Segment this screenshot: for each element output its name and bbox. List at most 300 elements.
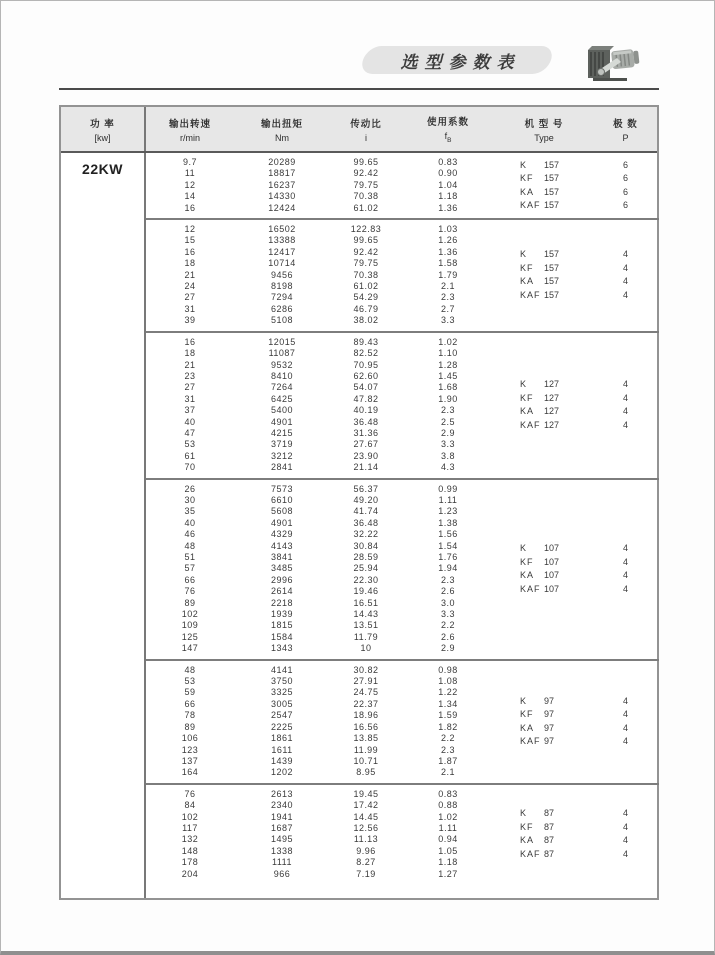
table-row bbox=[146, 203, 494, 214]
type-spacer bbox=[494, 722, 520, 736]
type-group bbox=[494, 337, 659, 474]
ratio-cell: 122.83 bbox=[350, 224, 382, 235]
torque-cell: 1941 bbox=[270, 811, 294, 822]
table-row bbox=[146, 598, 494, 609]
type-spacer bbox=[494, 199, 520, 213]
service-factor-cell: 1.36 bbox=[438, 246, 458, 257]
type-group bbox=[494, 484, 659, 655]
ratio-cell: 21.14 bbox=[353, 462, 379, 473]
ratio-cell: 92.42 bbox=[353, 246, 379, 257]
type-row bbox=[494, 419, 659, 433]
type-size: 87 bbox=[544, 808, 555, 819]
column-header-torque-zh: 输出扭矩 bbox=[260, 118, 303, 130]
torque-cell: 2218 bbox=[270, 597, 294, 608]
poles-value: 6 bbox=[622, 186, 628, 197]
table-row bbox=[146, 506, 494, 517]
ratio-cell: 28.59 bbox=[353, 552, 379, 562]
torque-cell: 2613 bbox=[270, 788, 294, 799]
type-prefix: KAF bbox=[520, 200, 541, 211]
ratio-cell: 19.45 bbox=[353, 788, 379, 799]
service-factor-cell: 3.0 bbox=[440, 597, 455, 608]
table-row bbox=[146, 529, 494, 540]
service-factor-cell: 1.10 bbox=[438, 348, 458, 359]
type-spacer bbox=[494, 695, 520, 709]
column-header-poles-zh: 极 数 bbox=[613, 118, 638, 130]
table-header-row bbox=[61, 107, 657, 153]
ratio-cell: 70.38 bbox=[353, 191, 379, 202]
ratio-cell: 49.20 bbox=[353, 494, 379, 505]
speed-cell: 66 bbox=[184, 698, 196, 709]
table-row bbox=[146, 857, 494, 868]
ratio-cell: 61.02 bbox=[353, 281, 379, 292]
service-factor-cell: 1.45 bbox=[438, 370, 458, 381]
blocks bbox=[146, 153, 659, 898]
ratio-rows bbox=[146, 337, 494, 474]
type-spacer bbox=[494, 289, 520, 303]
type-prefix: K bbox=[520, 808, 528, 819]
ratio-cell: 79.75 bbox=[353, 258, 379, 269]
service-factor-cell: 1.90 bbox=[438, 393, 458, 404]
poles-value: 4 bbox=[622, 821, 628, 832]
type-spacer bbox=[494, 159, 520, 173]
ratio-rows bbox=[146, 157, 494, 214]
torque-cell: 1584 bbox=[270, 631, 294, 642]
poles-value: 4 bbox=[622, 570, 628, 581]
type-name bbox=[520, 159, 594, 173]
table-row bbox=[146, 710, 494, 721]
type-prefix: KF bbox=[520, 392, 534, 403]
speed-cell: 147 bbox=[181, 643, 199, 654]
torque-cell: 1815 bbox=[270, 620, 294, 631]
speed-cell: 53 bbox=[184, 676, 196, 687]
table-row bbox=[146, 733, 494, 744]
service-factor-cell: 1.18 bbox=[438, 191, 458, 202]
speed-cell: 102 bbox=[181, 609, 199, 620]
torque-cell: 5400 bbox=[270, 405, 294, 416]
service-factor-cell: 2.9 bbox=[440, 427, 455, 438]
type-prefix: K bbox=[520, 695, 528, 706]
type-spacer bbox=[494, 542, 520, 556]
type-spacer bbox=[494, 172, 520, 186]
service-factor-cell: 1.05 bbox=[438, 845, 458, 856]
type-name bbox=[520, 419, 594, 433]
ratio-cell: 41.74 bbox=[353, 506, 379, 517]
column-header-power-unit: [kw] bbox=[94, 132, 111, 143]
ratio-cell: 27.91 bbox=[353, 676, 379, 687]
type-size: 157 bbox=[544, 262, 560, 273]
type-spacer bbox=[494, 248, 520, 262]
table-row bbox=[146, 451, 494, 462]
type-name bbox=[520, 821, 594, 835]
table-row bbox=[146, 292, 494, 303]
torque-cell: 7294 bbox=[270, 292, 294, 303]
gearmotor-image bbox=[585, 38, 643, 84]
table-body bbox=[61, 153, 657, 898]
type-name bbox=[520, 172, 594, 186]
torque-cell: 11087 bbox=[268, 348, 296, 359]
torque-cell: 7573 bbox=[270, 483, 294, 494]
service-factor-cell: 1.56 bbox=[438, 529, 458, 540]
torque-cell: 3212 bbox=[270, 450, 294, 461]
table-row bbox=[146, 405, 494, 416]
ratio-cell: 23.90 bbox=[353, 450, 379, 461]
torque-cell: 12417 bbox=[268, 246, 296, 257]
type-size: 97 bbox=[544, 722, 555, 733]
service-factor-cell: 1.11 bbox=[438, 494, 458, 505]
table-row bbox=[146, 722, 494, 733]
torque-cell: 2340 bbox=[270, 800, 294, 811]
speed-cell: 21 bbox=[184, 359, 196, 370]
ratio-cell: 22.30 bbox=[353, 574, 379, 585]
service-factor-cell: 2.1 bbox=[440, 767, 455, 778]
ratio-cell: 25.94 bbox=[353, 563, 379, 574]
type-spacer bbox=[494, 186, 520, 200]
service-factor-cell: 0.88 bbox=[438, 800, 458, 811]
torque-cell: 966 bbox=[273, 868, 291, 879]
table-row bbox=[146, 382, 494, 393]
type-prefix: K bbox=[520, 543, 528, 554]
ratio-cell: 31.36 bbox=[353, 427, 379, 438]
table-row bbox=[146, 348, 494, 359]
torque-cell: 1338 bbox=[270, 845, 294, 856]
service-factor-cell: 1.23 bbox=[438, 506, 458, 517]
column-header-type-zh: 机 型 号 bbox=[524, 118, 564, 130]
type-prefix: KAF bbox=[520, 289, 541, 300]
type-size: 87 bbox=[544, 848, 555, 859]
service-factor-cell: 0.98 bbox=[438, 664, 458, 675]
type-spacer bbox=[494, 556, 520, 570]
type-size: 127 bbox=[544, 419, 560, 430]
table-row bbox=[146, 812, 494, 823]
service-factor-cell: 2.1 bbox=[440, 281, 455, 292]
type-row bbox=[494, 834, 659, 848]
torque-cell: 4901 bbox=[270, 517, 294, 528]
service-factor-cell: 1.22 bbox=[438, 687, 458, 698]
speed-cell: 37 bbox=[184, 405, 196, 416]
service-factor-cell: 0.99 bbox=[438, 483, 458, 494]
poles-value: 4 bbox=[622, 249, 628, 260]
torque-cell: 8198 bbox=[270, 281, 294, 292]
service-factor-cell: 1.36 bbox=[438, 202, 458, 213]
service-factor-cell: 1.04 bbox=[438, 179, 458, 190]
service-factor-cell: 2.5 bbox=[440, 416, 455, 427]
torque-cell: 3485 bbox=[270, 563, 294, 574]
type-row bbox=[494, 807, 659, 821]
ratio-cell: 8.95 bbox=[356, 767, 376, 778]
table-row bbox=[146, 745, 494, 756]
torque-cell: 1939 bbox=[270, 609, 294, 620]
torque-cell: 9456 bbox=[270, 269, 294, 280]
ratio-block bbox=[146, 218, 659, 331]
column-header-power-zh: 功 率 bbox=[90, 118, 115, 130]
service-factor-cell: 1.02 bbox=[438, 811, 458, 822]
column-header-type bbox=[494, 107, 594, 151]
table-row bbox=[146, 304, 494, 315]
type-spacer bbox=[494, 834, 520, 848]
column-header-service-factor-zh: 使用系数 bbox=[426, 117, 469, 129]
ratio-cell: 9.96 bbox=[356, 845, 376, 856]
table-row bbox=[146, 360, 494, 371]
type-spacer bbox=[494, 583, 520, 597]
torque-cell: 2225 bbox=[270, 721, 294, 732]
type-size: 157 bbox=[544, 276, 560, 287]
ratio-cell: 24.75 bbox=[353, 687, 379, 698]
poles-value: 4 bbox=[622, 543, 628, 554]
type-spacer bbox=[494, 708, 520, 722]
ratio-cell: 30.84 bbox=[353, 540, 379, 551]
table-row bbox=[146, 180, 494, 191]
ratio-cell: 30.82 bbox=[353, 664, 379, 675]
poles-value: 6 bbox=[622, 173, 628, 184]
ratio-cell: 11.79 bbox=[353, 631, 379, 642]
service-factor-cell: 3.3 bbox=[440, 609, 455, 620]
table-row bbox=[146, 665, 494, 676]
type-size: 157 bbox=[544, 289, 560, 300]
type-spacer bbox=[494, 405, 520, 419]
type-name bbox=[520, 834, 594, 848]
torque-cell: 4141 bbox=[270, 664, 294, 675]
type-name bbox=[520, 186, 594, 200]
table-row bbox=[146, 224, 494, 235]
speed-cell: 24 bbox=[184, 281, 196, 292]
service-factor-cell: 1.58 bbox=[438, 258, 458, 269]
speed-cell: 16 bbox=[184, 336, 196, 347]
type-prefix: KAF bbox=[520, 736, 541, 747]
table-row bbox=[146, 676, 494, 687]
type-group bbox=[494, 224, 659, 327]
type-row bbox=[494, 722, 659, 736]
type-row bbox=[494, 289, 659, 303]
table-row bbox=[146, 191, 494, 202]
service-factor-cell: 1.68 bbox=[438, 382, 458, 393]
column-header-speed-unit: r/min bbox=[180, 132, 200, 143]
speed-cell: 66 bbox=[184, 574, 196, 585]
type-row bbox=[494, 172, 659, 186]
table-row bbox=[146, 789, 494, 800]
ratio-cell: 22.37 bbox=[353, 698, 379, 709]
type-size: 157 bbox=[544, 200, 560, 211]
ratio-cell: 62.60 bbox=[353, 370, 379, 381]
ratio-cell: 11.13 bbox=[353, 834, 379, 845]
service-factor-cell: 1.38 bbox=[438, 517, 458, 528]
ratio-cell: 79.75 bbox=[353, 179, 379, 190]
speed-cell: 137 bbox=[181, 755, 199, 766]
speed-cell: 48 bbox=[184, 540, 196, 551]
type-size: 157 bbox=[544, 173, 560, 184]
speed-cell: 117 bbox=[182, 822, 198, 833]
torque-cell: 2614 bbox=[270, 586, 294, 597]
ratio-block bbox=[146, 478, 659, 659]
ratio-cell: 54.07 bbox=[353, 382, 379, 393]
type-name bbox=[520, 248, 594, 262]
type-spacer bbox=[494, 821, 520, 835]
poles-value: 4 bbox=[622, 848, 628, 859]
service-factor-cell: 1.08 bbox=[438, 676, 458, 687]
type-spacer bbox=[494, 275, 520, 289]
type-size: 107 bbox=[544, 543, 560, 554]
ratio-cell: 27.67 bbox=[353, 439, 379, 450]
type-size: 157 bbox=[544, 159, 560, 170]
ratio-cell: 12.56 bbox=[353, 822, 379, 833]
torque-cell: 4901 bbox=[270, 416, 294, 427]
poles-value: 6 bbox=[622, 200, 628, 211]
torque-cell: 1611 bbox=[271, 744, 293, 755]
table-row bbox=[146, 834, 494, 845]
type-row bbox=[494, 392, 659, 406]
service-factor-cell: 2.2 bbox=[440, 620, 455, 631]
torque-cell: 1861 bbox=[270, 733, 294, 744]
torque-cell: 9532 bbox=[270, 359, 294, 370]
type-name bbox=[520, 569, 594, 583]
type-row bbox=[494, 378, 659, 392]
table-row bbox=[146, 281, 494, 292]
torque-cell: 3325 bbox=[270, 687, 294, 698]
type-name bbox=[520, 556, 594, 570]
service-factor-cell: 1.76 bbox=[438, 552, 458, 562]
type-name bbox=[520, 262, 594, 276]
torque-cell: 20289 bbox=[268, 157, 296, 167]
torque-cell: 4329 bbox=[270, 529, 294, 540]
torque-cell: 4143 bbox=[270, 540, 294, 551]
speed-cell: 57 bbox=[184, 563, 196, 574]
speed-cell: 148 bbox=[181, 845, 199, 856]
type-prefix: KAF bbox=[520, 583, 541, 594]
torque-cell: 5108 bbox=[270, 315, 294, 326]
speed-cell: 30 bbox=[184, 494, 196, 505]
type-size: 107 bbox=[544, 570, 560, 581]
ratio-block bbox=[146, 153, 659, 218]
column-header-speed-zh: 输出转速 bbox=[168, 118, 211, 130]
service-factor-cell: 0.94 bbox=[438, 834, 458, 845]
type-prefix: KA bbox=[520, 835, 535, 846]
service-factor-cell: 3.3 bbox=[440, 439, 455, 450]
torque-cell: 13388 bbox=[268, 235, 296, 246]
poles-value: 6 bbox=[622, 159, 628, 170]
ratio-cell: 46.79 bbox=[353, 303, 379, 314]
torque-cell: 7264 bbox=[270, 382, 294, 393]
table-row bbox=[146, 800, 494, 811]
type-name bbox=[520, 289, 594, 303]
speed-cell: 48 bbox=[184, 664, 196, 675]
torque-cell: 18817 bbox=[268, 168, 296, 179]
poles-value: 4 bbox=[622, 808, 628, 819]
poles-value: 4 bbox=[622, 262, 628, 273]
type-name bbox=[520, 735, 594, 749]
ratio-block bbox=[146, 659, 659, 783]
ratio-cell: 56.37 bbox=[353, 483, 379, 494]
type-row bbox=[494, 248, 659, 262]
selection-parameter-table bbox=[59, 105, 659, 900]
service-factor-cell: 1.18 bbox=[438, 857, 458, 868]
ratio-cell: 19.46 bbox=[353, 586, 379, 597]
speed-cell: 16 bbox=[184, 246, 196, 257]
speed-cell: 16 bbox=[184, 202, 196, 213]
column-header-ratio-unit: i bbox=[365, 132, 367, 143]
type-row bbox=[494, 199, 659, 213]
service-factor-cell: 2.2 bbox=[440, 733, 455, 744]
ratio-cell: 89.43 bbox=[353, 336, 379, 347]
torque-cell: 1687 bbox=[270, 822, 294, 833]
table-row bbox=[146, 247, 494, 258]
service-factor-cell: 1.11 bbox=[438, 822, 458, 833]
header-divider-line bbox=[59, 88, 659, 90]
type-size: 97 bbox=[544, 736, 555, 747]
column-header-speed bbox=[146, 107, 234, 151]
column-header-ratio bbox=[330, 107, 402, 151]
table-row bbox=[146, 394, 494, 405]
torque-cell: 2841 bbox=[270, 462, 294, 473]
ratio-cell: 36.48 bbox=[353, 517, 379, 528]
poles-value: 4 bbox=[622, 392, 628, 403]
speed-cell: 59 bbox=[184, 687, 196, 698]
type-group bbox=[494, 157, 659, 214]
torque-cell: 6610 bbox=[270, 494, 294, 505]
ratio-rows bbox=[146, 789, 494, 880]
type-name bbox=[520, 848, 594, 862]
type-row bbox=[494, 556, 659, 570]
service-factor-cell: 0.83 bbox=[438, 788, 458, 799]
torque-cell: 1202 bbox=[270, 767, 294, 778]
ratio-rows bbox=[146, 665, 494, 779]
ratio-cell: 32.22 bbox=[353, 529, 379, 540]
column-header-service-factor bbox=[402, 107, 494, 151]
ratio-cell: 70.95 bbox=[353, 359, 379, 370]
type-name bbox=[520, 583, 594, 597]
service-factor-cell: 4.3 bbox=[440, 462, 455, 473]
column-header-poles bbox=[594, 107, 657, 151]
speed-cell: 21 bbox=[184, 269, 196, 280]
speed-cell: 39 bbox=[184, 315, 196, 326]
type-spacer bbox=[494, 262, 520, 276]
ratio-block bbox=[146, 783, 659, 898]
type-prefix: KAF bbox=[520, 419, 541, 430]
speed-cell: 31 bbox=[184, 393, 196, 404]
type-group bbox=[494, 665, 659, 779]
speed-cell: 84 bbox=[184, 800, 196, 811]
type-name bbox=[520, 275, 594, 289]
poles-value: 4 bbox=[622, 276, 628, 287]
ratio-cell: 14.45 bbox=[353, 811, 379, 822]
ratio-cell: 13.85 bbox=[353, 733, 379, 744]
poles-value: 4 bbox=[622, 722, 628, 733]
type-row bbox=[494, 821, 659, 835]
poles-value: 4 bbox=[622, 709, 628, 720]
type-size: 157 bbox=[544, 249, 560, 260]
torque-cell: 12424 bbox=[268, 202, 296, 213]
speed-cell: 178 bbox=[181, 857, 199, 868]
speed-cell: 9.7 bbox=[182, 157, 197, 167]
type-prefix: K bbox=[520, 379, 528, 390]
type-row bbox=[494, 848, 659, 862]
type-name bbox=[520, 392, 594, 406]
type-row bbox=[494, 735, 659, 749]
service-factor-cell: 1.28 bbox=[438, 359, 458, 370]
speed-cell: 53 bbox=[184, 439, 196, 450]
table-row bbox=[146, 258, 494, 269]
ratio-cell: 18.96 bbox=[353, 710, 379, 721]
torque-cell: 8410 bbox=[270, 370, 294, 381]
table-row bbox=[146, 620, 494, 631]
table-row bbox=[146, 552, 494, 563]
table-row bbox=[146, 315, 494, 326]
speed-cell: 14 bbox=[184, 191, 196, 202]
type-prefix: KF bbox=[520, 556, 534, 567]
speed-cell: 18 bbox=[184, 348, 196, 359]
speed-cell: 27 bbox=[184, 292, 196, 303]
ratio-cell: 10.71 bbox=[353, 755, 379, 766]
torque-cell: 3005 bbox=[270, 698, 294, 709]
service-factor-cell: 2.9 bbox=[440, 643, 455, 654]
